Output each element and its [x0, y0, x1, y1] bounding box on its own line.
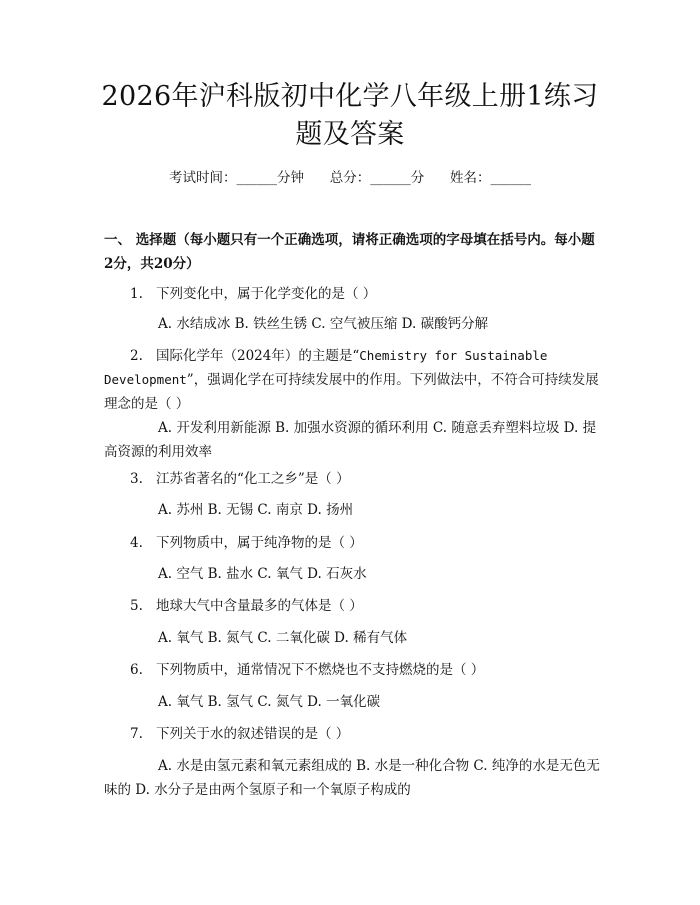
section-heading: 一、 选择题（每小题只有一个正确选项，请将正确选项的字母填在括号内。每小题2分，共20分） [104, 232, 595, 272]
question-stem: 下列物质中，通常情况下不燃烧也不支持燃烧的是（ ） [156, 662, 485, 678]
page-title: 2026年沪科版初中化学八年级上册1练习题及答案 [101, 81, 599, 150]
question-1 [104, 282, 600, 306]
question-stem: 下列关于水的叙述错误的是（ ） [156, 726, 350, 742]
question-stem: 下列变化中，属于化学变化的是（ ） [156, 286, 377, 302]
question-stem-english-cont: Development [104, 372, 187, 387]
question-7-options: A. 水是由氢元素和氧元素组成的 B. 水是一种化合物 C. 纯净的水是无色无味的 D. 水分子是由两个氢原子和一个氧原子构成的 [104, 758, 600, 798]
question-stem: 地球大气中含量最多的气体是（ ） [156, 598, 363, 614]
question-4-options: A. 空气 B. 盐水 C. 氧气 D. 石灰水 [158, 566, 367, 582]
question-stem-english: Chemistry for Sustainable [359, 348, 548, 363]
question-stem-post: ”，强调化学在可持续发展中的作用。下列做法中，不符合可持续发展理念的是（ ） [104, 372, 599, 412]
question-3 [104, 467, 600, 491]
exam-info-line: 考试时间：______分钟 总分：______分 姓名：______ [169, 170, 531, 186]
question-number: 5. [130, 598, 143, 614]
question-2 [104, 344, 600, 416]
question-6 [104, 658, 600, 682]
question-6-options: A. 氧气 B. 氢气 C. 氮气 D. 一氧化碳 [158, 694, 381, 710]
question-number: 2. [130, 348, 143, 364]
question-5 [104, 594, 600, 618]
question-stem: 江苏省著名的“化工之乡”是（ ） [156, 471, 350, 487]
question-stem-pre: 国际化学年（2024年）的主题是“ [156, 348, 360, 364]
question-number: 3. [130, 471, 143, 487]
question-stem: 下列物质中，属于纯净物的是（ ） [156, 535, 363, 551]
question-number: 6. [130, 662, 143, 678]
question-number: 1. [130, 286, 143, 302]
question-1-options: A. 水结成冰 B. 铁丝生锈 C. 空气被压缩 D. 碳酸钙分解 [158, 316, 489, 332]
question-5-options: A. 氧气 B. 氮气 C. 二氧化碳 D. 稀有气体 [158, 630, 408, 646]
question-4 [104, 531, 600, 555]
question-3-options: A. 苏州 B. 无锡 C. 南京 D. 扬州 [158, 502, 354, 518]
question-number: 7. [130, 726, 143, 742]
question-number: 4. [130, 535, 143, 551]
question-7 [104, 722, 600, 746]
question-2-options: A. 开发利用新能源 B. 加强水资源的循环利用 C. 随意丢弃塑料垃圾 D. 提高资源的利用效率 [104, 420, 597, 460]
